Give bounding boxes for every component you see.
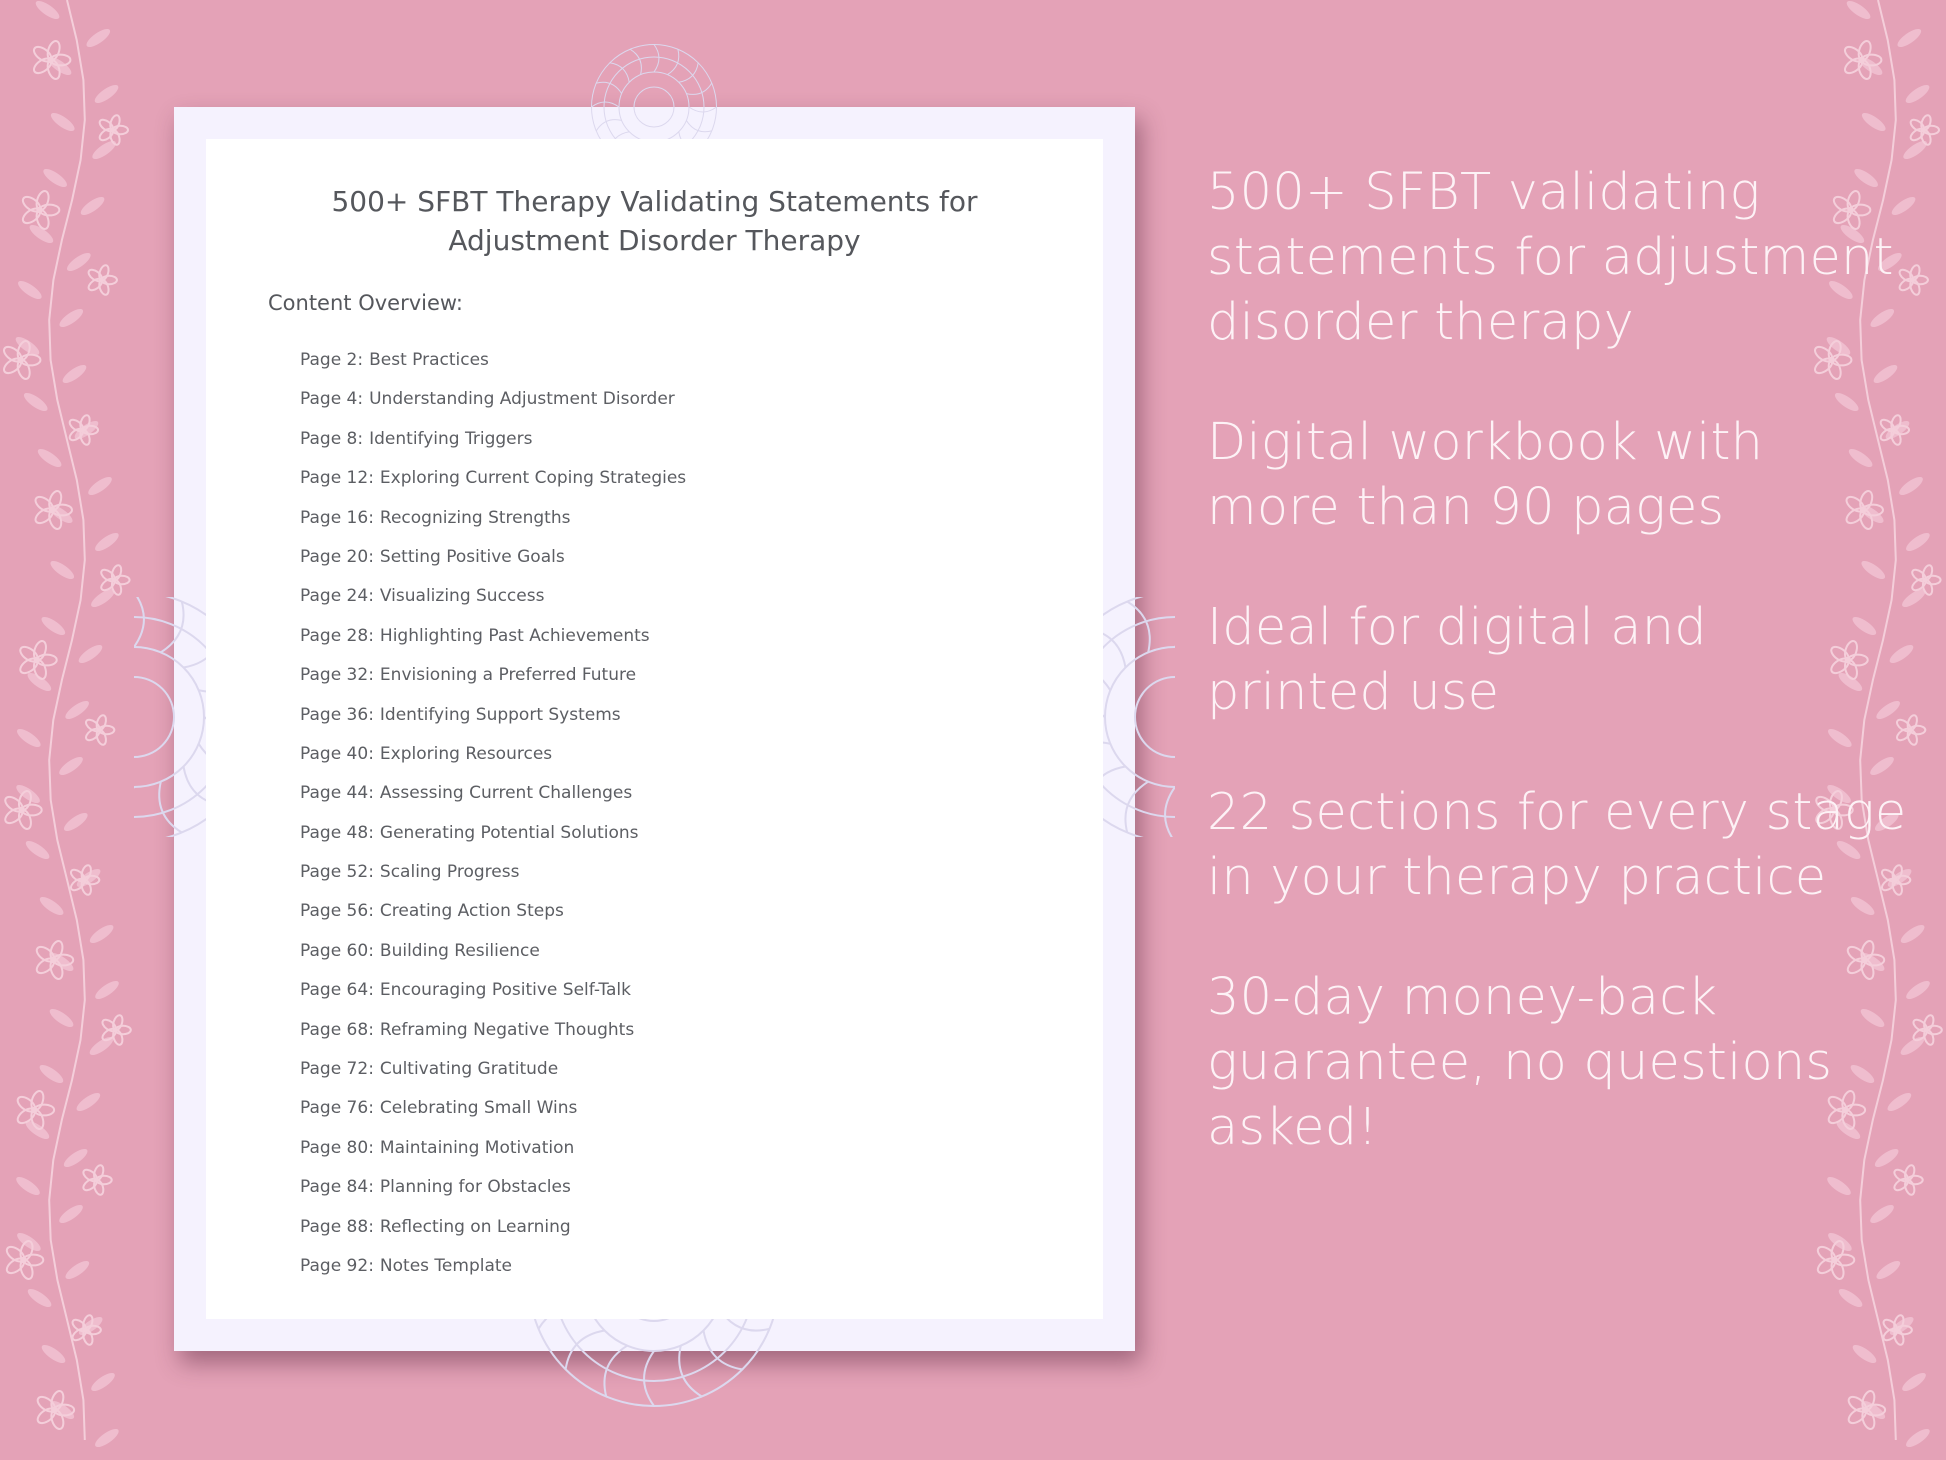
toc-item (300, 538, 686, 577)
toc-topic: Notes Template (379, 1255, 512, 1276)
toc-page-number: Page 8: (300, 428, 364, 449)
toc-item (300, 1011, 686, 1050)
floral-vine-left-icon (0, 0, 135, 1460)
toc-topic: Assessing Current Challenges (379, 783, 633, 804)
toc-item (300, 696, 686, 735)
toc-item (300, 617, 686, 656)
toc-item (300, 459, 686, 498)
toc-page-number: Page 28: (300, 625, 374, 646)
toc-item (300, 656, 686, 695)
toc-page-number: Page 72: (300, 1059, 374, 1080)
toc-topic: Cultivating Gratitude (379, 1059, 559, 1080)
toc-item (300, 1050, 686, 1089)
toc-topic: Building Resilience (379, 940, 540, 961)
mandala-ornament-right-icon (1095, 597, 1175, 837)
feature-text: 22 sections for every stage in your therapy practice (1207, 783, 1907, 907)
toc-item (300, 1129, 686, 1168)
toc-page-number: Page 2: (300, 350, 364, 370)
toc-item (300, 892, 686, 931)
toc-topic: Exploring Resources (379, 743, 553, 764)
toc-topic: Creating Action Steps (379, 901, 564, 922)
toc-topic: Highlighting Past Achievements (379, 625, 650, 646)
toc-item (300, 341, 686, 380)
document-title-line-2: Adjustment Disorder Therapy (448, 224, 861, 257)
toc-topic: Best Practices (369, 350, 489, 370)
toc-page-number: Page 84: (300, 1177, 374, 1198)
toc-item (300, 774, 686, 813)
toc-topic: Exploring Current Coping Strategies (379, 468, 687, 489)
feature-text: Ideal for digital and printed use (1207, 598, 1707, 722)
toc-topic: Planning for Obstacles (379, 1177, 571, 1198)
toc-page-number: Page 56: (300, 901, 374, 922)
toc-page-number: Page 40: (300, 743, 374, 764)
feature-text: 500+ SFBT validating statements for adjustment disorder therapy (1207, 163, 1894, 352)
toc-topic: Understanding Adjustment Disorder (369, 389, 675, 410)
toc-topic: Visualizing Success (379, 586, 545, 607)
toc-page-number: Page 52: (300, 862, 374, 883)
feature-list (1207, 160, 1907, 1215)
toc-page-number: Page 16: (300, 507, 374, 528)
toc-item (300, 577, 686, 616)
mandala-ornament-left-icon (134, 597, 214, 837)
toc-item (300, 853, 686, 892)
toc-item (300, 1089, 686, 1128)
toc-item (300, 814, 686, 853)
toc-item (300, 1208, 686, 1247)
toc-page-number: Page 88: (300, 1216, 374, 1237)
toc-page-number: Page 76: (300, 1098, 374, 1119)
toc-page-number: Page 80: (300, 1137, 374, 1158)
document-preview (174, 107, 1135, 1351)
toc-item (300, 1168, 686, 1207)
toc-page-number: Page 60: (300, 940, 374, 961)
toc-topic: Reflecting on Learning (379, 1216, 571, 1237)
toc-item (300, 1247, 686, 1286)
document-page (206, 139, 1103, 1319)
toc-topic: Reframing Negative Thoughts (379, 1019, 635, 1040)
toc-topic: Recognizing Strengths (379, 507, 571, 528)
toc-page-number: Page 24: (300, 586, 374, 607)
feature-text: Digital workbook with more than 90 pages (1207, 413, 1764, 537)
content-overview-label: Content Overview: (268, 291, 463, 315)
toc-topic: Scaling Progress (379, 862, 520, 883)
toc-item (300, 380, 686, 419)
toc-page-number: Page 48: (300, 822, 374, 843)
toc-topic: Identifying Triggers (369, 428, 533, 449)
toc-item (300, 735, 686, 774)
toc-page-number: Page 68: (300, 1019, 374, 1040)
toc-page-number: Page 20: (300, 546, 374, 567)
toc-page-number: Page 92: (300, 1255, 374, 1276)
toc-page-number: Page 12: (300, 468, 374, 489)
toc-topic: Identifying Support Systems (379, 704, 621, 725)
toc-item (300, 499, 686, 538)
toc-topic: Celebrating Small Wins (379, 1098, 578, 1119)
toc-item (300, 420, 686, 459)
toc-page-number: Page 36: (300, 704, 374, 725)
toc-topic: Encouraging Positive Self-Talk (379, 980, 631, 1001)
table-of-contents (300, 341, 686, 1286)
toc-topic: Generating Potential Solutions (379, 822, 639, 843)
toc-page-number: Page 44: (300, 783, 374, 804)
toc-page-number: Page 4: (300, 389, 364, 410)
document-title (206, 182, 1103, 260)
document-title-line-1: 500+ SFBT Therapy Validating Statements for (331, 185, 978, 218)
toc-item (300, 932, 686, 971)
toc-topic: Setting Positive Goals (379, 546, 565, 567)
feature-text: 30-day money-back guarantee, no questions asked! (1207, 968, 1833, 1157)
toc-page-number: Page 32: (300, 665, 374, 686)
toc-topic: Maintaining Motivation (379, 1137, 575, 1158)
toc-item (300, 971, 686, 1010)
toc-topic: Envisioning a Preferred Future (379, 665, 637, 686)
toc-page-number: Page 64: (300, 980, 374, 1001)
